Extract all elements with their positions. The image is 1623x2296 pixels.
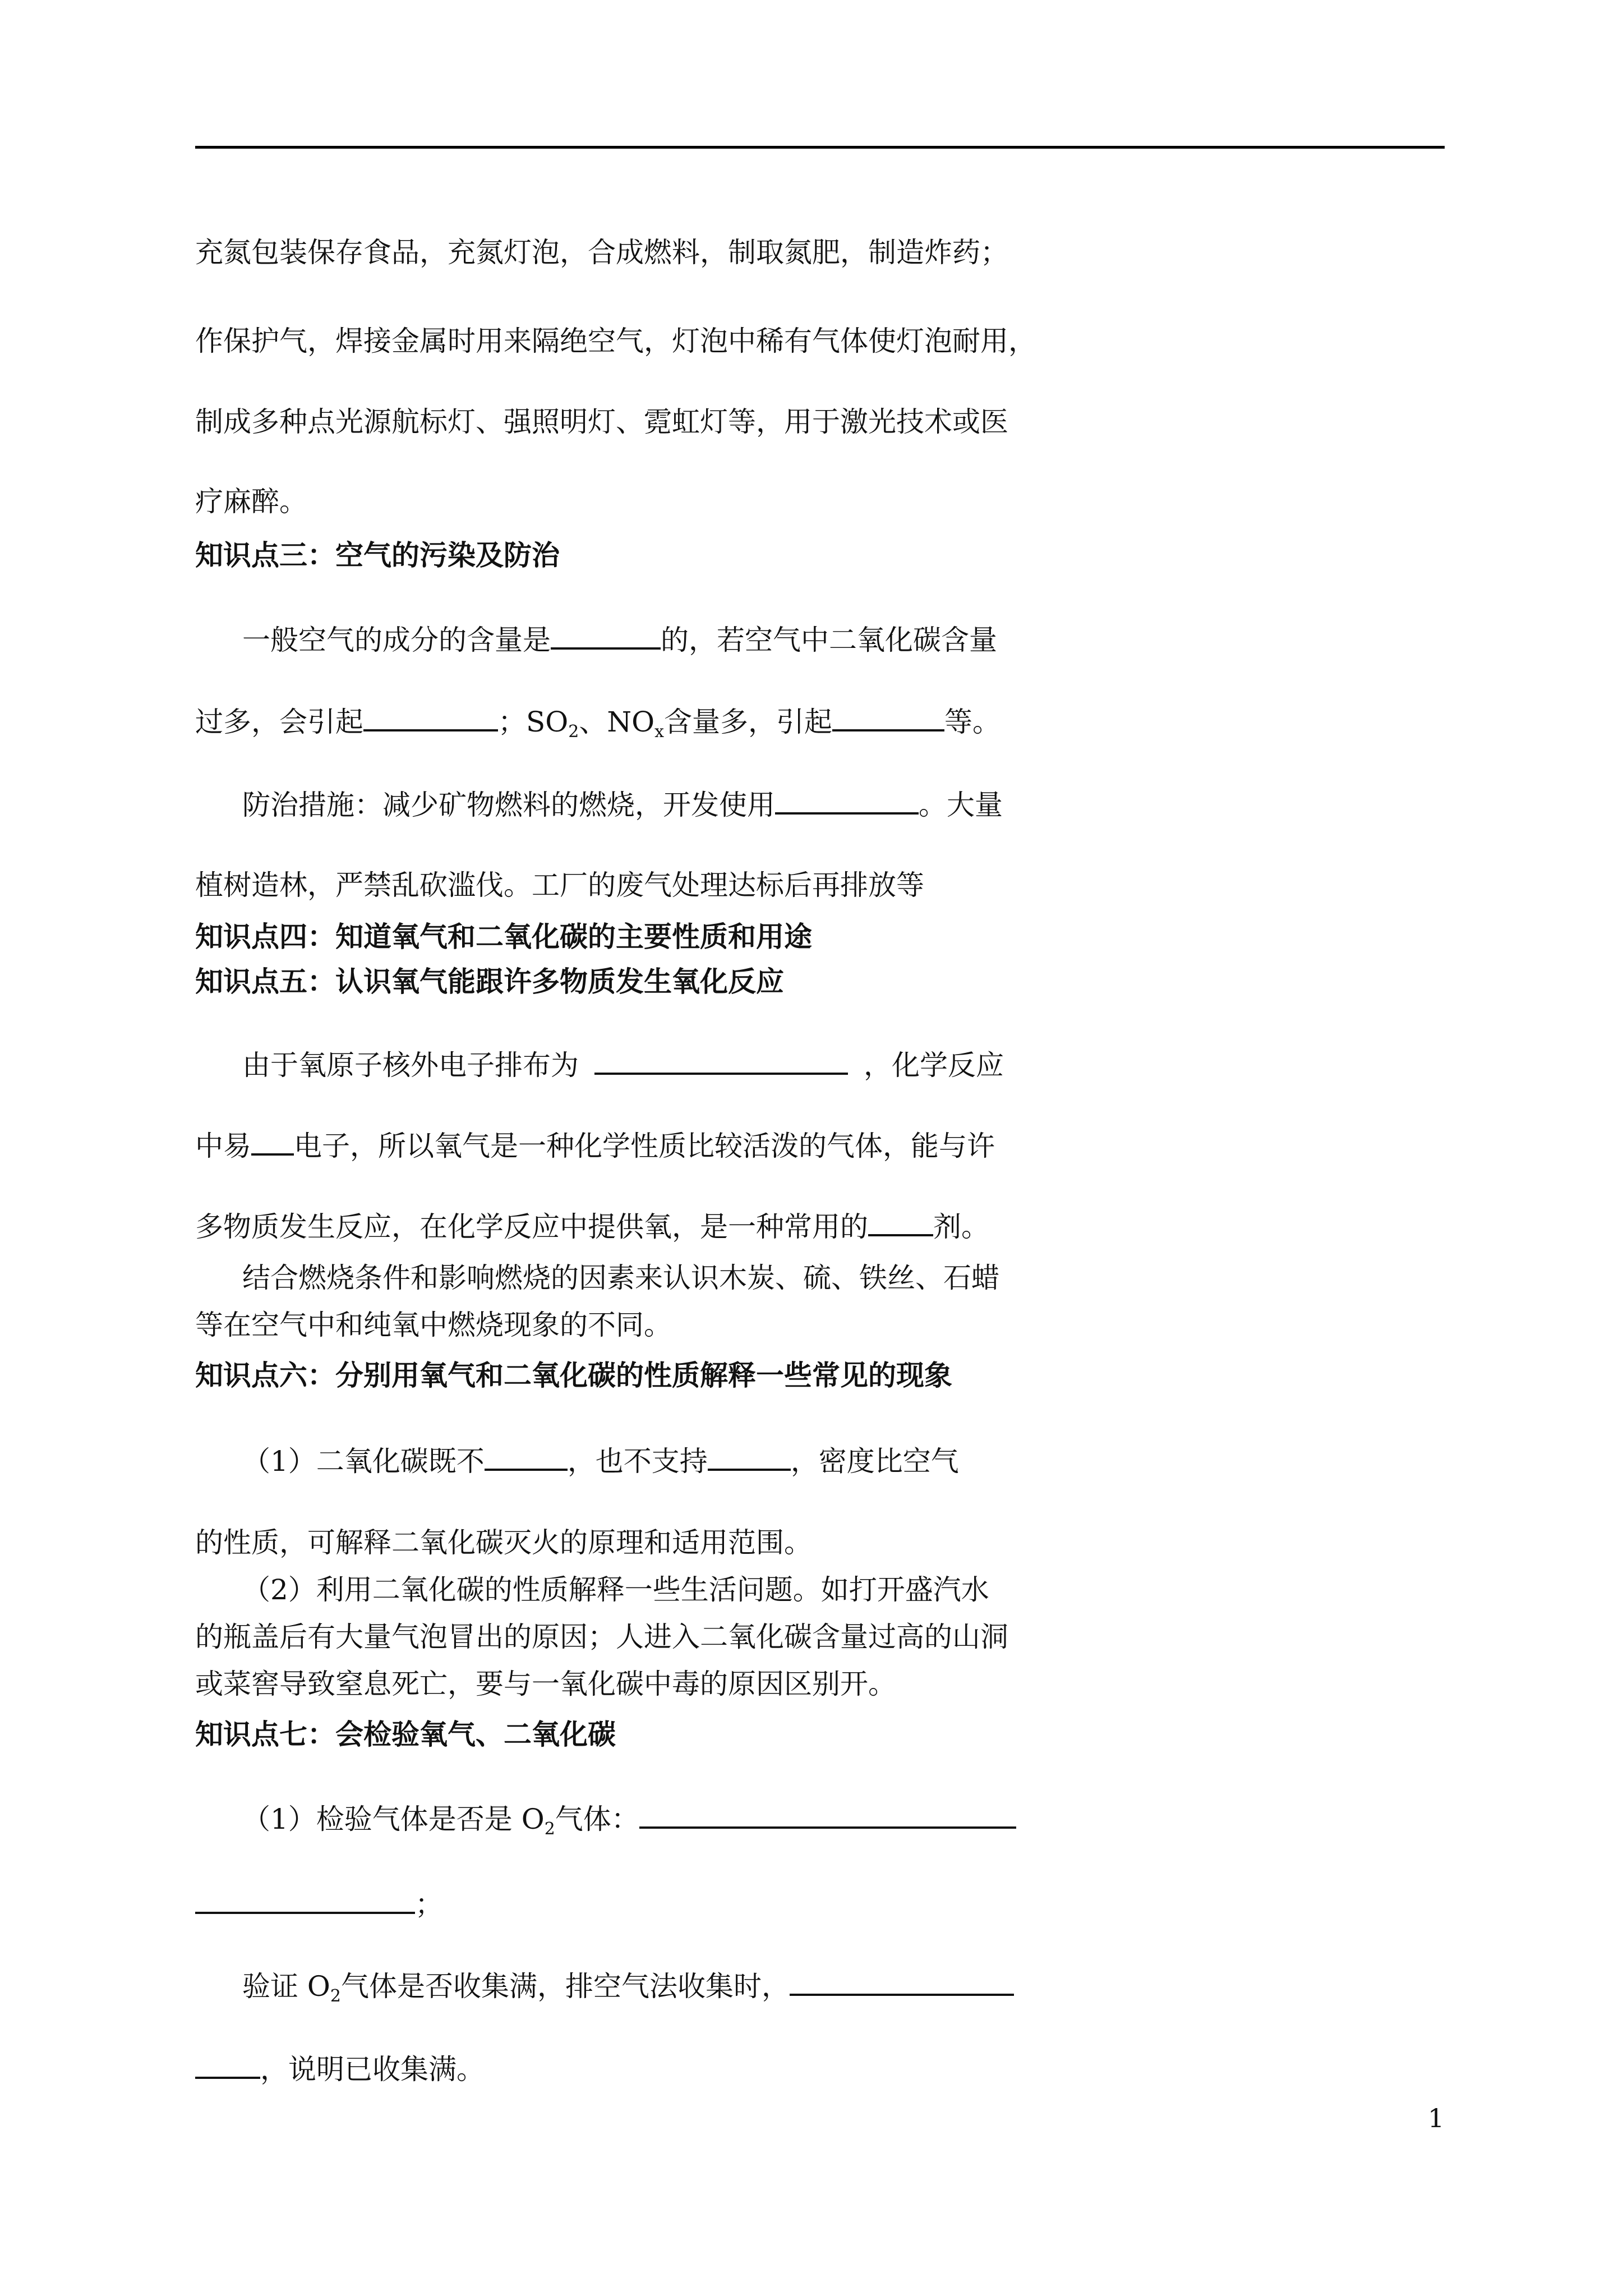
- fill-blank[interactable]: [195, 1886, 415, 1914]
- fill-blank[interactable]: [195, 2051, 260, 2079]
- text-line: 植树造林，严禁乱砍滥伐。工厂的废气处理达标后再排放等: [195, 869, 924, 901]
- text-line: 制成多种点光源航标灯、强照明灯、霓虹灯等，用于激光技术或医: [195, 406, 1008, 438]
- fill-blank[interactable]: [775, 786, 919, 815]
- text: 中易: [195, 1130, 251, 1162]
- fill-blank[interactable]: [708, 1443, 791, 1471]
- page-number: 1: [1428, 2103, 1445, 2133]
- text: 。大量: [919, 789, 1003, 821]
- text: 验证 O: [242, 1970, 330, 2003]
- paragraph-line: [242, 622, 997, 658]
- text: ；SO: [498, 706, 569, 738]
- text: 气体：: [555, 1803, 639, 1835]
- text: ，密度比空气: [790, 1445, 959, 1478]
- text: 、NO: [579, 706, 655, 738]
- section-heading-5: 知识点五：认识氧气能跟许多物质发生氧化反应: [195, 965, 784, 998]
- text: 多物质发生反应，在化学反应中提供氧，是一种常用的: [195, 1211, 868, 1243]
- text: ，化学反应: [864, 1049, 1004, 1082]
- text: 的，若空气中二氧化碳含量: [661, 624, 997, 656]
- section-heading-7: 知识点七：会检验氧气、二氧化碳: [195, 1718, 616, 1751]
- paragraph-line: [195, 1886, 443, 1922]
- text: 由于氧原子核外电子排布为: [242, 1049, 579, 1082]
- subscript: 2: [330, 1986, 341, 2006]
- text: 一般空气的成分的含量是: [242, 624, 551, 656]
- fill-blank[interactable]: [251, 1128, 294, 1156]
- text: 气体是否收集满，排空气法收集时，: [340, 1970, 790, 2003]
- text: 剂。: [933, 1211, 989, 1243]
- text-line: 作保护气，焊接金属时用来隔绝空气，灯泡中稀有气体使灯泡耐用，: [195, 325, 1036, 357]
- paragraph-line: [242, 1801, 1016, 1837]
- text-line: 等在空气中和纯氧中燃烧现象的不同。: [195, 1309, 672, 1341]
- text: ，说明已收集满。: [260, 2053, 485, 2086]
- paragraph-line: [242, 1047, 1004, 1083]
- text-line: 充氮包装保存食品，充氮灯泡，合成燃料，制取氮肥，制造炸药；: [195, 236, 1008, 269]
- paragraph-line: [242, 1968, 1014, 2004]
- subscript: 2: [544, 1819, 555, 1839]
- text: 防治措施：减少矿物燃料的燃烧，开发使用: [242, 789, 775, 821]
- text-line: 疗麻醉。: [195, 485, 307, 518]
- fill-blank[interactable]: [790, 1968, 1014, 1996]
- paragraph-line: [242, 786, 1003, 823]
- section-heading-6: 知识点六：分别用氧气和二氧化碳的性质解释一些常见的现象: [195, 1359, 952, 1392]
- text: （1）检验气体是否是 O: [242, 1803, 545, 1835]
- fill-blank[interactable]: [639, 1801, 1016, 1829]
- text-line: 或菜窖导致窒息死亡，要与一氧化碳中毒的原因区别开。: [195, 1668, 896, 1700]
- text-line: 结合燃烧条件和影响燃烧的因素来认识木炭、硫、铁丝、石蜡: [242, 1262, 999, 1294]
- fill-blank[interactable]: [551, 622, 661, 650]
- paragraph-line: [195, 2051, 485, 2087]
- fill-blank[interactable]: [832, 703, 944, 731]
- paragraph-line: [195, 703, 1000, 740]
- paragraph-line: [195, 1208, 989, 1245]
- text: 过多，会引起: [195, 706, 363, 738]
- text-line: 的性质，可解释二氧化碳灭火的原理和适用范围。: [195, 1526, 812, 1559]
- text: 含量多，引起: [664, 706, 833, 738]
- text: ；: [415, 1888, 443, 1921]
- paragraph-line: [195, 1128, 995, 1164]
- text: ，也不支持: [567, 1445, 708, 1478]
- section-heading-4: 知识点四：知道氧气和二氧化碳的主要性质和用途: [195, 921, 812, 953]
- fill-blank[interactable]: [868, 1208, 933, 1236]
- fill-blank[interactable]: [485, 1443, 568, 1471]
- fill-blank[interactable]: [594, 1047, 848, 1075]
- text-line: 的瓶盖后有大量气泡冒出的原因；人进入二氧化碳含量过高的山洞: [195, 1621, 1008, 1653]
- subscript: x: [654, 722, 665, 742]
- text: （1）二氧化碳既不: [242, 1445, 485, 1478]
- paragraph-line: [242, 1443, 959, 1479]
- header-rule: [195, 146, 1445, 149]
- fill-blank[interactable]: [363, 703, 498, 731]
- section-heading-3: 知识点三：空气的污染及防治: [195, 539, 560, 572]
- subscript: 2: [568, 722, 579, 742]
- text: 等。: [944, 706, 1001, 738]
- text: 电子，所以氧气是一种化学性质比较活泼的气体，能与许: [294, 1130, 995, 1162]
- text-line: （2）利用二氧化碳的性质解释一些生活问题。如打开盛汽水: [242, 1573, 989, 1606]
